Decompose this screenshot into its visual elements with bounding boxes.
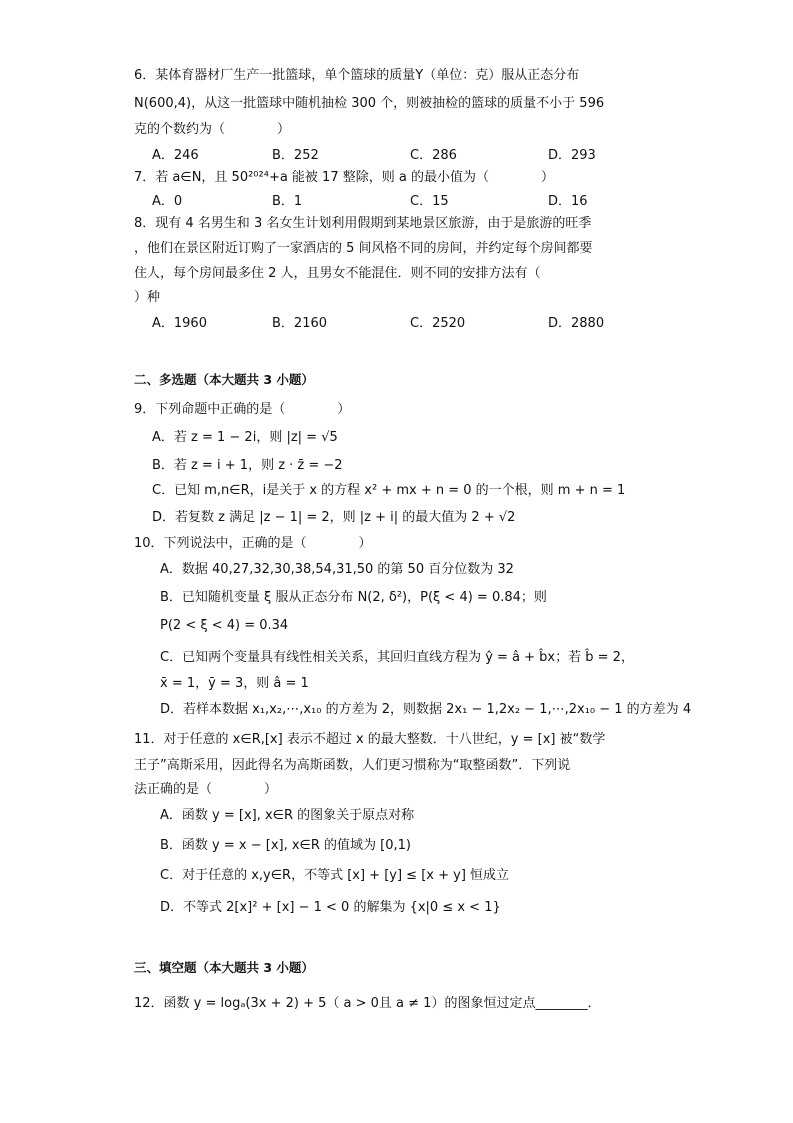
q9-option-b: B．若 z = i + 1，则 z · z̄ = −2 — [152, 458, 343, 473]
q6-option-a: A．246 — [152, 148, 199, 163]
q8-option-d: D．2880 — [548, 316, 605, 331]
q10-option-c-line-1: C．已知两个变量具有线性相关关系，其回归直线方程为 ŷ = â + b̂x；若 b̂ = 2， — [160, 650, 634, 665]
q9-option-c: C．已知 m,n∈R，i是关于 x 的方程 x² + mx + n = 0 的一个根，则 m + n = 1 — [152, 483, 626, 498]
q7-option-c: C．15 — [410, 194, 449, 209]
q6-option-b: B．252 — [272, 148, 319, 163]
q11-line-1: 11．对于任意的 x∈R,[x] 表示不超过 x 的最大整数．十八世纪，y = [x] 被“数学 — [134, 732, 606, 747]
q12-line-1: 12．函数 y = logₐ(3x + 2) + 5（ a > 0且 a ≠ 1）的图象恒过定点________． — [134, 996, 601, 1011]
q11-option-b: B．函数 y = x − [x], x∈R 的值域为 [0,1) — [160, 838, 411, 853]
q8-line-3: 住人，每个房间最多住 2 人，且男女不能混住．则不同的安排方法有（ — [134, 266, 541, 281]
q11-option-d: D．不等式 2[x]² + [x] − 1 < 0 的解集为 {x|0 ≤ x < 1} — [160, 900, 501, 915]
q8-option-c: C．2520 — [410, 316, 466, 331]
q9-stem: 9．下列命题中正确的是（ ） — [134, 402, 351, 417]
q9-option-d: D．若复数 z 满足 |z − 1| = 2，则 |z + i| 的最大值为 2 + √2 — [152, 510, 516, 525]
q7-option-d: D．16 — [548, 194, 588, 209]
q10-option-a: A．数据 40,27,32,30,38,54,31,50 的第 50 百分位数为 32 — [160, 562, 514, 577]
q10-option-d: D．若样本数据 x₁,x₂,⋯,x₁₀ 的方差为 2，则数据 2x₁ − 1,2x₂ − 1,⋯,2x₁₀ − 1 的方差为 4 — [160, 702, 692, 717]
q6-line-2: N(600,4)，从这一批篮球中随机抽检 300 个，则被抽检的篮球的质量不小于 596 — [134, 96, 605, 111]
q9-option-a: A．若 z = 1 − 2i，则 |z| = √5 — [152, 430, 338, 445]
q7-line-1: 7．若 a∈N，且 50²⁰²⁴+a 能被 17 整除，则 a 的最小值为（ ） — [134, 170, 554, 185]
q8-option-a: A．1960 — [152, 316, 207, 331]
q8-line-4: ）种 — [134, 290, 161, 305]
q11-option-a: A．函数 y = [x], x∈R 的图象关于原点对称 — [160, 808, 415, 823]
q6-line-3: 克的个数约为（ ） — [134, 122, 291, 137]
q8-option-b: B．2160 — [272, 316, 328, 331]
q6-option-c: C．286 — [410, 148, 457, 163]
q10-option-b-line-2: P(2 < ξ < 4) = 0.34 — [160, 618, 289, 633]
q11-line-3: 法正确的是（ ） — [134, 782, 278, 797]
q11-line-2: 王子”高斯采用，因此得名为高斯函数，人们更习惯称为“取整函数”．下列说 — [134, 758, 571, 773]
q10-option-b-line-1: B．已知随机变量 ξ 服从正态分布 N(2, δ²)，P(ξ < 4) = 0.84；则 — [160, 590, 547, 605]
q8-line-2: ，他们在景区附近订购了一家酒店的 5 间风格不同的房间，并约定每个房间都要 — [134, 241, 593, 256]
q10-option-c-line-2: x̄ = 1，ȳ = 3，则 â = 1 — [160, 676, 309, 691]
section-heading-multiple-choice: 二、多选题（本大题共 3 小题） — [134, 372, 314, 387]
q8-line-1: 8．现有 4 名男生和 3 名女生计划利用假期到某地景区旅游，由于是旅游的旺季 — [134, 216, 592, 231]
q11-option-c: C．对于任意的 x,y∈R，不等式 [x] + [y] ≤ [x + y] 恒成立 — [160, 868, 510, 883]
q6-line-1: 6．某体育器材厂生产一批篮球，单个篮球的质量Y（单位：克）服从正态分布 — [134, 68, 580, 83]
q7-option-a: A．0 — [152, 194, 183, 209]
section-heading-fill-in: 三、填空题（本大题共 3 小题） — [134, 960, 314, 975]
q7-option-b: B．1 — [272, 194, 303, 209]
q6-option-d: D．293 — [548, 148, 596, 163]
q10-stem: 10．下列说法中，正确的是（ ） — [134, 536, 372, 551]
